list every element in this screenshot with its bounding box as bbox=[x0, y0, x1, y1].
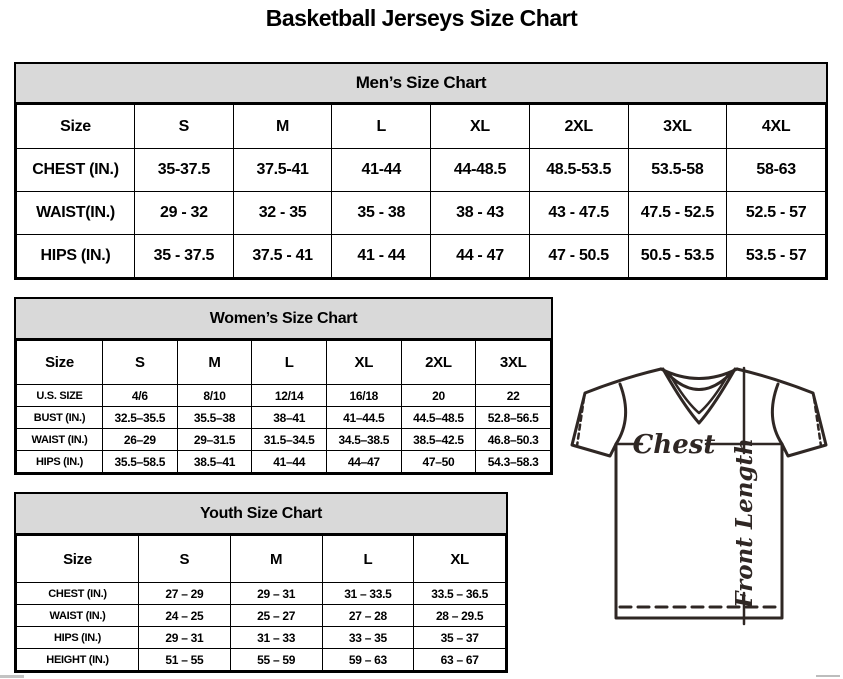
measurement-row bbox=[17, 627, 506, 649]
measurement-row bbox=[17, 605, 506, 627]
size-value-cell: 38.5–41 bbox=[177, 451, 252, 473]
size-value-cell: 28 – 29.5 bbox=[414, 605, 506, 627]
size-value-cell: 41–44 bbox=[252, 451, 327, 473]
womens-size-chart bbox=[14, 297, 553, 475]
mens-size-chart bbox=[14, 62, 828, 280]
measurement-row bbox=[17, 235, 826, 278]
size-value-cell: 35 - 37.5 bbox=[135, 235, 234, 278]
size-column-header: XL bbox=[431, 105, 530, 149]
youth-size-chart bbox=[14, 492, 508, 673]
size-value-cell: 29 - 32 bbox=[135, 192, 234, 235]
horizontal-scrollbar-thumb-left[interactable] bbox=[0, 675, 24, 678]
size-value-cell: 31 – 33 bbox=[230, 627, 322, 649]
size-column-header: M bbox=[230, 536, 322, 583]
size-label-header: Size bbox=[17, 341, 103, 385]
row-label: WAIST (IN.) bbox=[17, 605, 139, 627]
size-value-cell: 35.5–38 bbox=[177, 407, 252, 429]
size-value-cell: 33 – 35 bbox=[322, 627, 414, 649]
size-value-cell: 16/18 bbox=[326, 385, 401, 407]
size-column-header: XL bbox=[414, 536, 506, 583]
size-column-header: S bbox=[139, 536, 231, 583]
size-header-row bbox=[17, 341, 551, 385]
size-value-cell: 41 - 44 bbox=[332, 235, 431, 278]
size-value-cell: 44.5–48.5 bbox=[401, 407, 476, 429]
size-value-cell: 27 – 29 bbox=[139, 583, 231, 605]
size-value-cell: 35.5–58.5 bbox=[103, 451, 178, 473]
row-label: U.S. SIZE bbox=[17, 385, 103, 407]
horizontal-scrollbar-thumb-right[interactable] bbox=[816, 675, 840, 677]
size-value-cell: 37.5 - 41 bbox=[233, 235, 332, 278]
mens-size-table bbox=[16, 104, 826, 278]
size-value-cell: 58-63 bbox=[727, 149, 826, 192]
row-label: CHEST (IN.) bbox=[17, 149, 135, 192]
size-value-cell: 32.5–35.5 bbox=[103, 407, 178, 429]
size-value-cell: 35 – 37 bbox=[414, 627, 506, 649]
row-label: BUST (IN.) bbox=[17, 407, 103, 429]
size-label-header: Size bbox=[17, 105, 135, 149]
row-label: HEIGHT (IN.) bbox=[17, 649, 139, 671]
size-value-cell: 52.5 - 57 bbox=[727, 192, 826, 235]
size-value-cell: 25 – 27 bbox=[230, 605, 322, 627]
size-header-row bbox=[17, 536, 506, 583]
youth-size-table bbox=[16, 535, 506, 671]
size-value-cell: 44 - 47 bbox=[431, 235, 530, 278]
size-value-cell: 29 – 31 bbox=[139, 627, 231, 649]
size-header-row bbox=[17, 105, 826, 149]
size-value-cell: 47 - 50.5 bbox=[529, 235, 628, 278]
row-label: CHEST (IN.) bbox=[17, 583, 139, 605]
size-column-header: M bbox=[177, 341, 252, 385]
measurement-row bbox=[17, 649, 506, 671]
youth-chart-title: Youth Size Chart bbox=[16, 494, 506, 535]
size-value-cell: 35-37.5 bbox=[135, 149, 234, 192]
size-value-cell: 38 - 43 bbox=[431, 192, 530, 235]
size-column-header: L bbox=[332, 105, 431, 149]
size-value-cell: 52.8–56.5 bbox=[476, 407, 551, 429]
womens-chart-title: Women’s Size Chart bbox=[16, 299, 551, 340]
size-column-header: L bbox=[322, 536, 414, 583]
size-value-cell: 32 - 35 bbox=[233, 192, 332, 235]
measurement-row bbox=[17, 407, 551, 429]
size-value-cell: 53.5 - 57 bbox=[727, 235, 826, 278]
jersey-measurement-diagram bbox=[554, 356, 843, 656]
row-label: WAIST(IN.) bbox=[17, 192, 135, 235]
measurement-row bbox=[17, 385, 551, 407]
measurement-row bbox=[17, 583, 506, 605]
row-label: HIPS (IN.) bbox=[17, 627, 139, 649]
size-column-header: XL bbox=[326, 341, 401, 385]
size-value-cell: 37.5-41 bbox=[233, 149, 332, 192]
measurement-row bbox=[17, 149, 826, 192]
size-value-cell: 38–41 bbox=[252, 407, 327, 429]
size-value-cell: 26–29 bbox=[103, 429, 178, 451]
size-value-cell: 43 - 47.5 bbox=[529, 192, 628, 235]
size-value-cell: 51 – 55 bbox=[139, 649, 231, 671]
size-value-cell: 54.3–58.3 bbox=[476, 451, 551, 473]
size-value-cell: 48.5-53.5 bbox=[529, 149, 628, 192]
size-value-cell: 38.5–42.5 bbox=[401, 429, 476, 451]
row-label: WAIST (IN.) bbox=[17, 429, 103, 451]
size-value-cell: 41–44.5 bbox=[326, 407, 401, 429]
size-column-header: S bbox=[103, 341, 178, 385]
size-value-cell: 46.8–50.3 bbox=[476, 429, 551, 451]
size-value-cell: 8/10 bbox=[177, 385, 252, 407]
size-value-cell: 47.5 - 52.5 bbox=[628, 192, 727, 235]
front-length-label: Front Length bbox=[731, 438, 758, 608]
size-value-cell: 53.5-58 bbox=[628, 149, 727, 192]
size-value-cell: 41-44 bbox=[332, 149, 431, 192]
size-value-cell: 34.5–38.5 bbox=[326, 429, 401, 451]
jersey-outline bbox=[572, 369, 826, 618]
size-column-header: L bbox=[252, 341, 327, 385]
size-value-cell: 50.5 - 53.5 bbox=[628, 235, 727, 278]
measurement-row bbox=[17, 192, 826, 235]
size-value-cell: 24 – 25 bbox=[139, 605, 231, 627]
size-column-header: 2XL bbox=[401, 341, 476, 385]
row-label: HIPS (IN.) bbox=[17, 235, 135, 278]
size-column-header: 3XL bbox=[628, 105, 727, 149]
right-armhole-seam bbox=[772, 384, 782, 444]
size-column-header: S bbox=[135, 105, 234, 149]
size-value-cell: 4/6 bbox=[103, 385, 178, 407]
size-value-cell: 31 – 33.5 bbox=[322, 583, 414, 605]
size-value-cell: 59 – 63 bbox=[322, 649, 414, 671]
size-value-cell: 27 – 28 bbox=[322, 605, 414, 627]
size-value-cell: 29–31.5 bbox=[177, 429, 252, 451]
size-value-cell: 55 – 59 bbox=[230, 649, 322, 671]
size-value-cell: 12/14 bbox=[252, 385, 327, 407]
size-value-cell: 22 bbox=[476, 385, 551, 407]
size-value-cell: 33.5 – 36.5 bbox=[414, 583, 506, 605]
measurement-row bbox=[17, 429, 551, 451]
mens-chart-title: Men’s Size Chart bbox=[16, 64, 826, 104]
size-value-cell: 47–50 bbox=[401, 451, 476, 473]
size-value-cell: 63 – 67 bbox=[414, 649, 506, 671]
left-armhole-seam bbox=[616, 384, 626, 444]
size-label-header: Size bbox=[17, 536, 139, 583]
measurement-row bbox=[17, 451, 551, 473]
size-column-header: 3XL bbox=[476, 341, 551, 385]
size-column-header: 4XL bbox=[727, 105, 826, 149]
chest-label: Chest bbox=[632, 430, 716, 460]
size-value-cell: 31.5–34.5 bbox=[252, 429, 327, 451]
page-title: Basketball Jerseys Size Chart bbox=[265, 5, 578, 31]
size-column-header: M bbox=[233, 105, 332, 149]
womens-size-table bbox=[16, 340, 551, 473]
size-column-header: 2XL bbox=[529, 105, 628, 149]
size-value-cell: 29 – 31 bbox=[230, 583, 322, 605]
size-value-cell: 35 - 38 bbox=[332, 192, 431, 235]
size-value-cell: 44-48.5 bbox=[431, 149, 530, 192]
size-value-cell: 44–47 bbox=[326, 451, 401, 473]
row-label: HIPS (IN.) bbox=[17, 451, 103, 473]
size-value-cell: 20 bbox=[401, 385, 476, 407]
